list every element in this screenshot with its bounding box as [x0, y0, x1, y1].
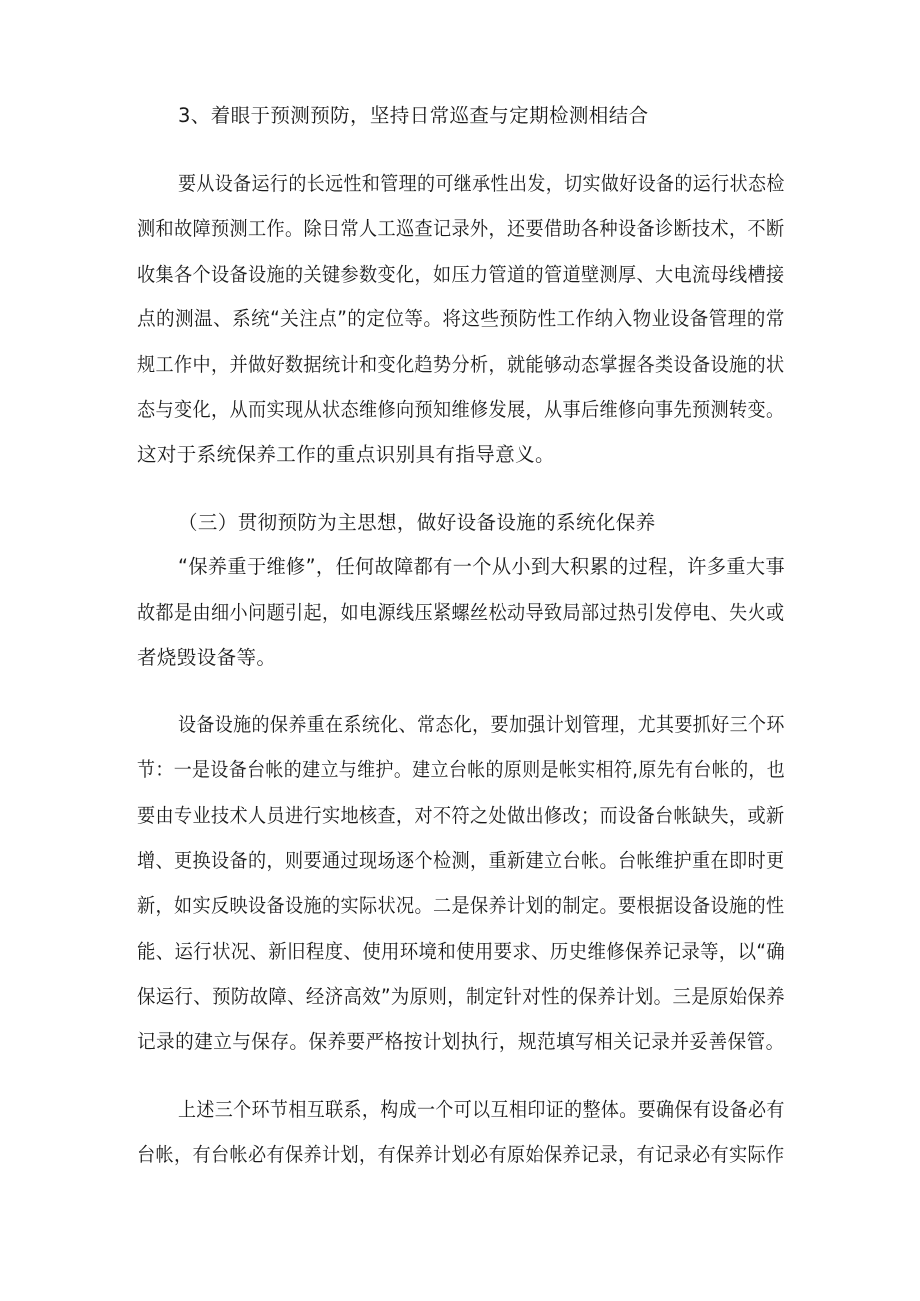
paragraph-1-line-2: 测和故障预测工作。除日常人工巡查记录外，还要借助各种设备诊断技术，不断 — [137, 217, 785, 240]
paragraph-1-line-6: 态与变化，从而实现从状态维修向预知维修发展，从事后维修向事先预测转变。 — [137, 398, 785, 421]
paragraph-4-line-2: 台帐，有台帐必有保养计划，有保养计划必有原始保养记录，有记录必有实际作 — [137, 1143, 785, 1166]
paragraph-2-line-1: “保养重于维修”，任何故障都有一个从小到大积累的过程，许多重大事 — [178, 555, 786, 578]
section-heading-3-zh: （三）贯彻预防为主思想，做好设备设施的系统化保养 — [178, 511, 656, 534]
paragraph-2-line-2: 故都是由细小问题引起，如电源线压紧螺丝松动导致局部过热引发停电、失火或 — [137, 601, 785, 624]
paragraph-3-line-2: 节：一是设备台帐的建立与维护。建立台帐的原则是帐实相符,原先有台帐的，也 — [137, 758, 786, 781]
paragraph-3-line-4: 增、更换设备的，则要通过现场逐个检测，重新建立台帐。台帐维护重在即时更 — [137, 849, 785, 872]
paragraph-3-line-1: 设备设施的保养重在系统化、常态化，要加强计划管理，尤其要抓好三个环 — [178, 713, 785, 736]
paragraph-1-line-4: 点的测温、系统“关注点”的定位等。将这些预防性工作纳入物业设备管理的常 — [137, 307, 785, 330]
paragraph-1-line-5: 规工作中，并做好数据统计和变化趋势分析，就能够动态掌握各类设备设施的状 — [137, 353, 785, 376]
paragraph-2-line-3: 者烧毁设备等。 — [137, 646, 277, 669]
section-heading-3: 3、着眼于预测预防，坚持日常巡查与定期检测相结合 — [178, 104, 649, 127]
paragraph-1-line-7: 这对于系统保养工作的重点识别具有指导意义。 — [137, 443, 555, 466]
paragraph-3-line-5: 新，如实反映设备设施的实际状况。二是保养计划的制定。要根据设备设施的性 — [137, 894, 785, 917]
paragraph-4-line-1: 上述三个环节相互联系，构成一个可以互相印证的整体。要确保有设备必有 — [178, 1098, 785, 1121]
paragraph-3-line-3: 要由专业技术人员进行实地核查，对不符之处做出修改；而设备台帐缺失，或新 — [137, 804, 785, 827]
paragraph-3-line-6: 能、运行状况、新旧程度、使用环境和使用要求、历史维修保养记录等，以“确 — [137, 940, 786, 963]
paragraph-1-line-3: 收集各个设备设施的关键参数变化，如压力管道的管道壁测厚、大电流母线槽接 — [137, 263, 785, 286]
paragraph-3-line-8: 记录的建立与保存。保养要严格按计划执行，规范填写相关记录并妥善保管。 — [137, 1030, 785, 1053]
paragraph-1-line-1: 要从设备运行的长远性和管理的可继承性出发，切实做好设备的运行状态检 — [178, 172, 785, 195]
paragraph-3-line-7: 保运行、预防故障、经济高效”为原则，制定针对性的保养计划。三是原始保养 — [137, 985, 786, 1008]
